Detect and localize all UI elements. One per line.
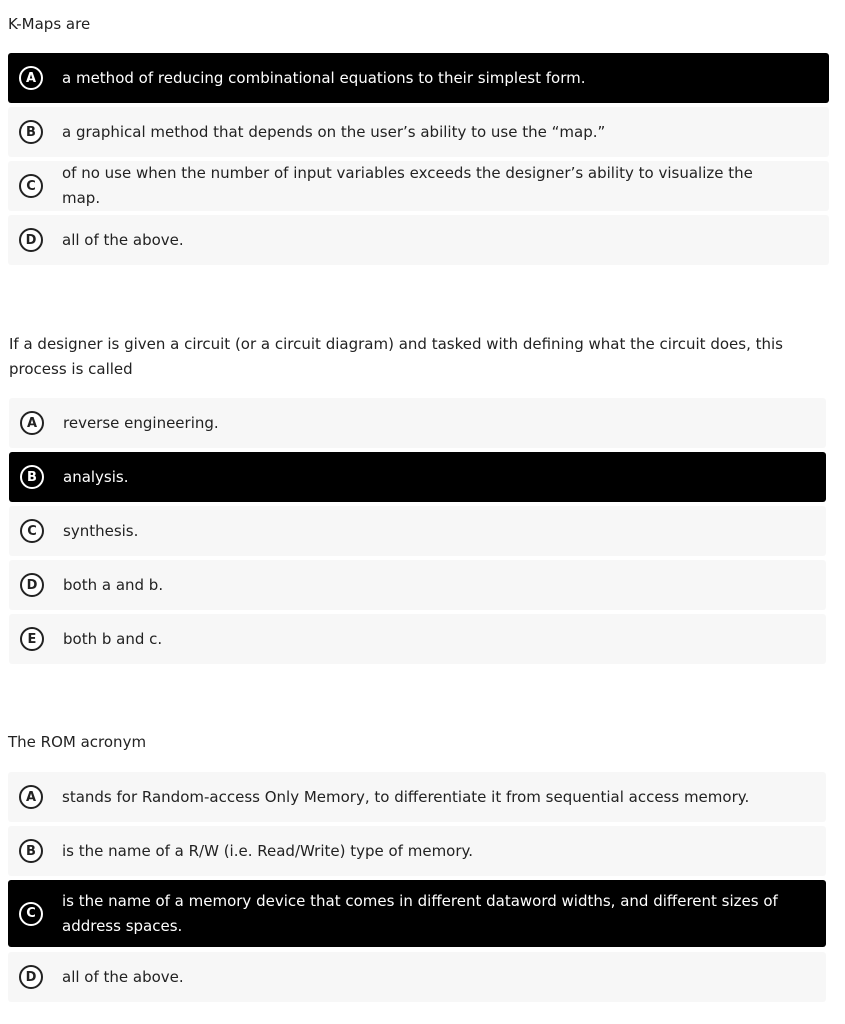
option-letter-badge: E (20, 627, 44, 651)
option-text: synthesis. (63, 522, 139, 540)
option-a[interactable] (8, 53, 829, 103)
question-text: If a designer is given a circuit (or a circuit diagram) and tasked with defining what the circuit does, this process is called (9, 335, 783, 378)
option-letter-badge: C (20, 519, 44, 543)
option-c[interactable] (8, 880, 826, 947)
option-text: both b and c. (63, 630, 163, 648)
option-d[interactable] (8, 215, 829, 265)
option-a[interactable] (8, 772, 826, 822)
option-a[interactable] (9, 398, 826, 448)
option-letter-badge: A (19, 66, 43, 90)
option-letter-badge: B (19, 120, 43, 144)
option-b[interactable] (9, 452, 826, 502)
option-d[interactable] (9, 560, 826, 610)
option-letter-badge: C (19, 174, 43, 198)
option-text: both a and b. (63, 576, 164, 594)
option-letter-badge: D (19, 228, 43, 252)
option-e[interactable] (9, 614, 826, 664)
option-text: of no use when the number of input variables exceeds the designer’s ability to visualize the map. (62, 164, 753, 207)
option-text: is the name of a memory device that comes in different dataword widths, and different sizes of address spaces. (62, 892, 778, 935)
question-text: K-Maps are (8, 15, 91, 33)
option-d[interactable] (8, 952, 826, 1002)
option-b[interactable] (8, 107, 829, 157)
option-letter-badge: A (19, 785, 43, 809)
question-text: The ROM acronym (8, 733, 147, 751)
option-text: reverse engineering. (63, 414, 219, 432)
option-letter-badge: C (19, 902, 43, 926)
option-letter-badge: B (20, 465, 44, 489)
option-letter-badge: A (20, 411, 44, 435)
option-text: a graphical method that depends on the user’s ability to use the “map.” (62, 123, 606, 141)
option-letter-badge: B (19, 839, 43, 863)
option-text: all of the above. (62, 968, 184, 986)
option-text: is the name of a R/W (i.e. Read/Write) type of memory. (62, 842, 474, 860)
option-text: all of the above. (62, 231, 184, 249)
option-text: analysis. (63, 468, 129, 486)
option-letter-badge: D (20, 573, 44, 597)
option-c[interactable] (8, 161, 829, 211)
option-text: stands for Random-access Only Memory, to differentiate it from sequential access memory. (62, 788, 750, 806)
option-c[interactable] (9, 506, 826, 556)
option-text: a method of reducing combinational equations to their simplest form. (62, 69, 586, 87)
option-b[interactable] (8, 826, 826, 876)
option-letter-badge: D (19, 965, 43, 989)
